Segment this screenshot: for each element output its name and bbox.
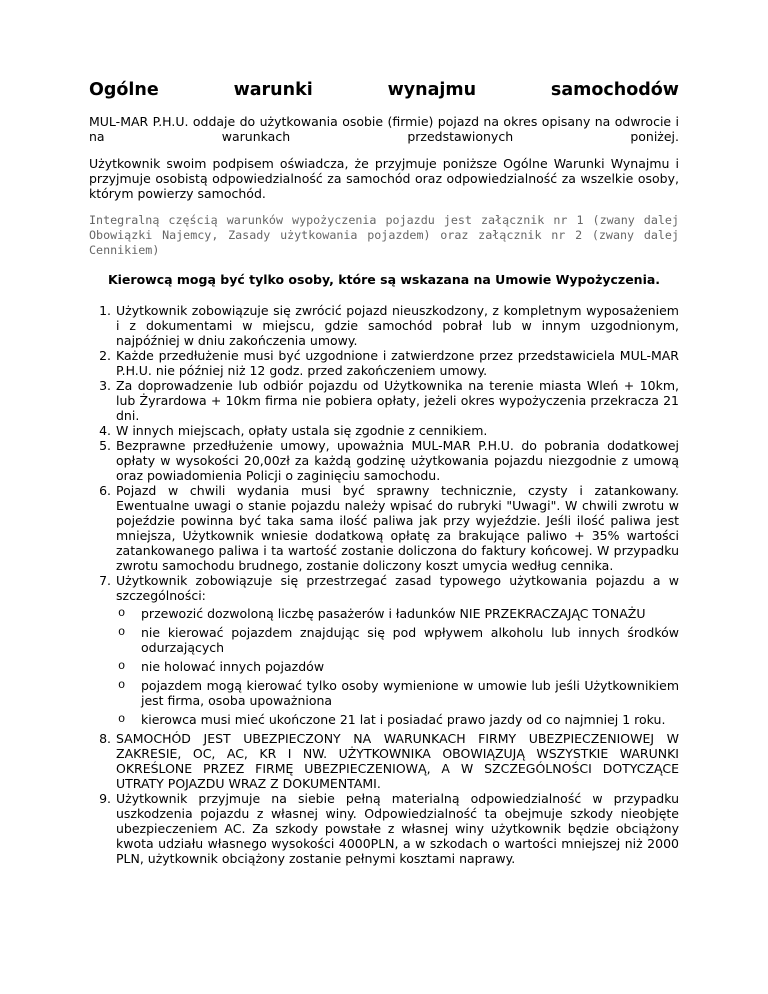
- title-word: Ogólne: [89, 80, 159, 100]
- list-item: [115, 348, 679, 378]
- list-item: [115, 573, 679, 727]
- list-item: [115, 303, 679, 348]
- list-item: [115, 731, 679, 791]
- declaration-paragraph: Użytkownik swoim podpisem oświadcza, że przyjmuje poniższe Ogólne Warunki Wynajmu i przyjmuje osobistą odpowiedzialność za samochód oraz odpowiedzialność za wszelkie osoby, którym powierzy samochód.: [89, 156, 679, 201]
- sublist-item: o pojazdem mogą kierować tylko osoby wymienione w umowie lub jeśli Użytkownikiem jest firma, osoba upoważniona: [116, 678, 679, 708]
- title-word: samochodów: [550, 80, 679, 100]
- list-item: [115, 438, 679, 483]
- document-title: [89, 80, 679, 100]
- sublist-item: o przewozić dozwoloną liczbę pasażerów i ładunków NIE PRZEKRACZAJĄC TONAŻU: [116, 606, 679, 621]
- list-item-text: Użytkownik przyjmuje na siebie pełną materialną odpowiedzialność w przypadku uszkodzenia pojazdu z własnej winy. Odpowiedzialność ta obejmuje szkody nieobjęte ubezpieczeniem AC. Za szkody powstałe z własnej winy użytkownik będzie obciążony kwota udziału własnego wysokości 4000PLN, a w szkodach o wartości mniejszej niż 2000 PLN, użytkownik obciążony zostanie pełnymi kosztami naprawy.: [116, 791, 679, 866]
- list-item: [115, 791, 679, 866]
- list-item: [115, 483, 679, 573]
- sublist-item: o nie holować innych pojazdów: [116, 659, 679, 674]
- title-word: wynajmu: [387, 80, 477, 100]
- list-item-text: Użytkownik zobowiązuje się przestrzegać zasad typowego użytkowania pojazdu a w szczególności:: [116, 573, 679, 603]
- sublist-item: o kierowca musi mieć ukończone 21 lat i posiadać prawo jazdy od co najmniej 1 roku.: [116, 712, 679, 727]
- list-item: [115, 423, 679, 438]
- list-item-text: Za doprowadzenie lub odbiór pojazdu od Użytkownika na terenie miasta Wleń + 10km, lub Żyrardowa + 10km firma nie pobiera opłaty, jeżeli okres wypożyczenia przekracza 21 dni.: [116, 378, 679, 423]
- list-item-text: Bezprawne przedłużenie umowy, upoważnia MUL-MAR P.H.U. do pobrania dodatkowej opłaty w wysokości 20,00zł za każdą godzinę użytkowania pojazdu niezgodnie z umową oraz powiadomienia Policji o zaginięciu samochodu.: [116, 438, 679, 483]
- list-item-text: Użytkownik zobowiązuje się zwrócić pojazd nieuszkodzony, z kompletnym wyposażeniem i z dokumentami w miejscu, gdzie samochód pobrał lub w innym uzgodnionym, najpóźniej w dniu zakończenia umowy.: [116, 303, 679, 348]
- intro-paragraph: MUL-MAR P.H.U. oddaje do użytkowania osobie (firmie) pojazd na okres opisany na odwrocie i na warunkach przedstawionych poniżej.: [89, 114, 679, 144]
- terms-list: [89, 303, 679, 866]
- list-item: [115, 378, 679, 423]
- list-item-text: W innych miejscach, opłaty ustala się zgodnie z cennikiem.: [116, 423, 488, 438]
- list-item-text: Każde przedłużenie musi być uzgodnione i zatwierdzone przez przedstawiciela MUL-MAR P.H.U. nie później niż 12 godz. przed zakończeniem umowy.: [116, 348, 679, 378]
- sublist-item: o nie kierować pojazdem znajdując się pod wpływem alkoholu lub innych środków odurzających: [116, 625, 679, 655]
- drivers-notice: Kierowcą mogą być tylko osoby, które są wskazana na Umowie Wypożyczenia.: [107, 272, 661, 287]
- document-page: [89, 80, 679, 866]
- usage-rules-sublist: [116, 606, 679, 727]
- title-word: warunki: [233, 80, 313, 100]
- list-item-text: SAMOCHÓD JEST UBEZPIECZONY NA WARUNKACH FIRMY UBEZPIECZENIOWEJ W ZAKRESIE, OC, AC, KR I NW. UŻYTKOWNIKA OBOWIĄZUJĄ WSZYSTKIE WARUNKI OKREŚLONE PRZEZ FIRMĘ UBEZPIECZENIOWĄ, A W SZCZEGÓLNOŚCI DOTYCZĄCE UTRATY POJAZDU WRAZ Z DOKUMENTAMI.: [116, 731, 679, 791]
- attachments-paragraph: Integralną częścią warunków wypożyczenia pojazdu jest załącznik nr 1 (zwany dalej Obowiązki Najemcy, Zasady użytkowania pojazdem) oraz załącznik nr 2 (zwany dalej Cennikiem): [89, 213, 679, 257]
- list-item-text: Pojazd w chwili wydania musi być sprawny technicznie, czysty i zatankowany. Ewentualne uwagi o stanie pojazdu należy wpisać do rubryki "Uwagi". W chwili zwrotu w pojeździe powinna być taka sama ilość paliwa jak przy wyjeździe. Jeśli ilość paliwa jest mniejsza, Użytkownik wniesie dodatkową opłatę za brakujące paliwo + 35% wartości zatankowanego paliwa i ta wartość zostanie doliczona do faktury końcowej. W przypadku zwrotu samochodu brudnego, zostanie doliczony koszt umycia według cennika.: [116, 483, 679, 573]
